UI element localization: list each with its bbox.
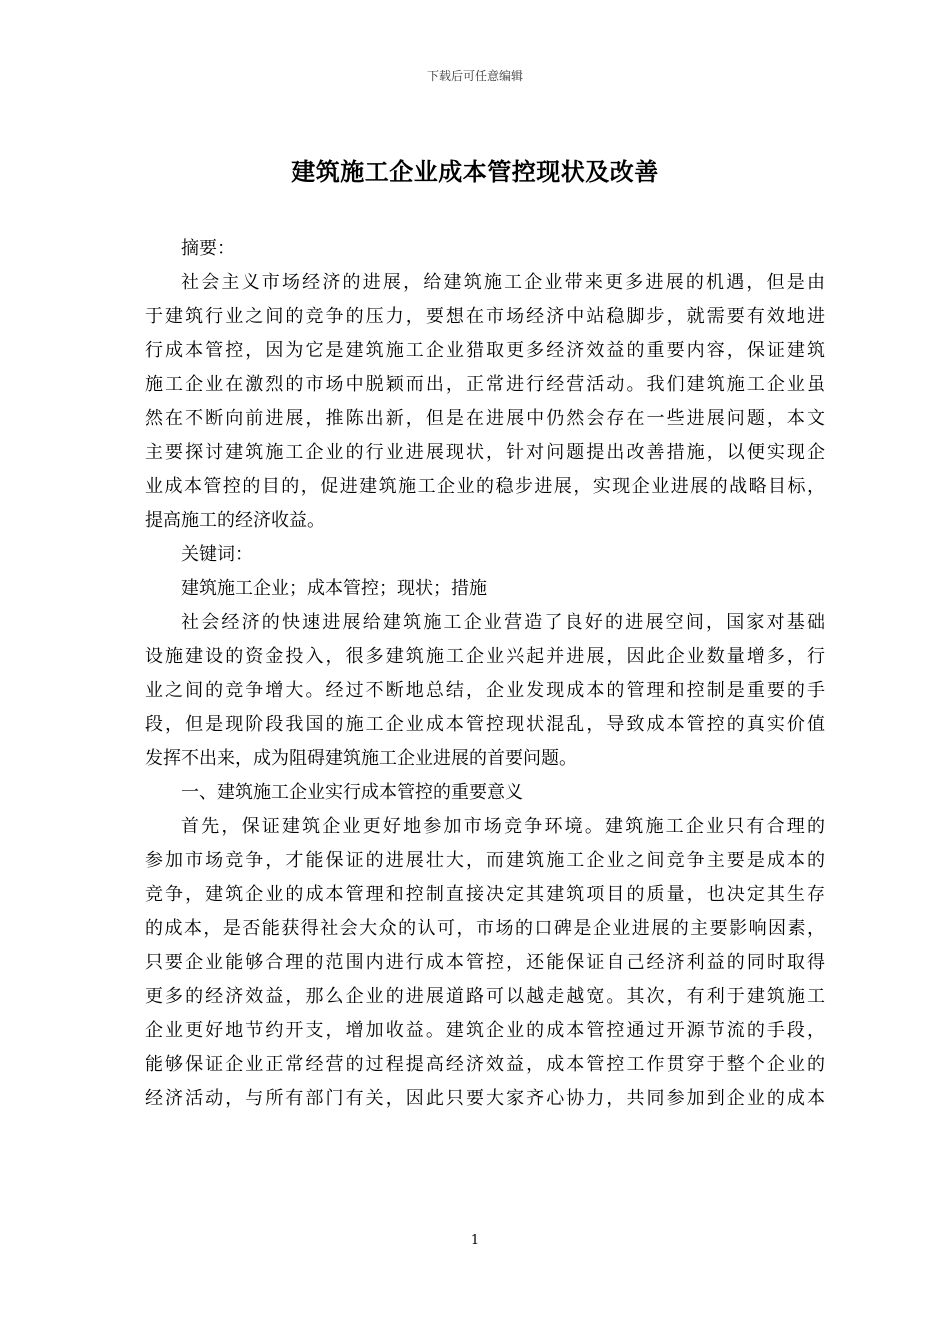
keywords-heading: 关键词： xyxy=(181,544,253,565)
text-line: 行成本管控，因为它是建筑施工企业猎取更多经济效益的重要内容，保证建筑 xyxy=(145,340,825,361)
text-line: 更多的经济效益，那么企业的进展道路可以越走越宽。其次，有利于建筑施工 xyxy=(145,986,825,1007)
document-title: 建筑施工企业成本管控现状及改善 xyxy=(291,157,659,186)
text-line: 段，但是现阶段我国的施工企业成本管控现状混乱，导致成本管控的真实价值 xyxy=(145,714,825,735)
text-line: 于建筑行业之间的竞争的压力，要想在市场经济中站稳脚步，就需要有效地进 xyxy=(145,306,825,327)
text-line: 只要企业能够合理的范围内进行成本管控，还能保证自己经济利益的同时取得 xyxy=(145,952,825,973)
text-line: 经济活动，与所有部门有关，因此只要大家齐心协力，共同参加到企业的成本 xyxy=(145,1088,825,1109)
keywords-list: 建筑施工企业；成本管控；现状；措施 xyxy=(181,578,487,599)
text-line: 企业更好地节约开支，增加收益。建筑企业的成本管控通过开源节流的手段， xyxy=(145,1020,825,1041)
text-line: 的成本，是否能获得社会大众的认可，市场的口碑是企业进展的主要影响因素， xyxy=(145,918,825,939)
header-note: 下载后可任意编辑 xyxy=(426,69,523,83)
section-heading: 一、建筑施工企业实行成本管控的重要意义 xyxy=(181,782,523,803)
text-line: 业之间的竞争增大。经过不断地总结，企业发现成本的管理和控制是重要的手 xyxy=(145,680,825,701)
text-line: 社会主义市场经济的进展，给建筑施工企业带来更多进展的机遇，但是由 xyxy=(181,272,825,293)
text-line: 业成本管控的目的，促进建筑施工企业的稳步进展，实现企业进展的战略目标， xyxy=(145,476,825,497)
abstract-heading: 摘要： xyxy=(181,238,235,259)
text-line: 提高施工的经济收益。 xyxy=(145,510,325,531)
text-line: 设施建设的资金投入，很多建筑施工企业兴起并进展，因此企业数量增多，行 xyxy=(145,646,825,667)
text-line: 首先，保证建筑企业更好地参加市场竞争环境。建筑施工企业只有合理的 xyxy=(181,816,825,837)
text-line: 竞争，建筑企业的成本管理和控制直接决定其建筑项目的质量，也决定其生存 xyxy=(145,884,825,905)
text-line: 参加市场竞争，才能保证的进展壮大，而建筑施工企业之间竞争主要是成本的 xyxy=(145,850,825,871)
document-body xyxy=(145,232,825,1116)
text-line: 发挥不出来，成为阻碍建筑施工企业进展的首要问题。 xyxy=(145,748,577,769)
text-line: 社会经济的快速进展给建筑施工企业营造了良好的进展空间，国家对基础 xyxy=(181,612,825,633)
text-line: 施工企业在激烈的市场中脱颖而出，正常进行经营活动。我们建筑施工企业虽 xyxy=(145,374,825,395)
text-line: 主要探讨建筑施工企业的行业进展现状，针对问题提出改善措施，以便实现企 xyxy=(145,442,825,463)
page-number: 1 xyxy=(470,1233,480,1248)
text-line: 然在不断向前进展，推陈出新，但是在进展中仍然会存在一些进展问题，本文 xyxy=(145,408,825,429)
text-line: 能够保证企业正常经营的过程提高经济效益，成本管控工作贯穿于整个企业的 xyxy=(145,1054,825,1075)
